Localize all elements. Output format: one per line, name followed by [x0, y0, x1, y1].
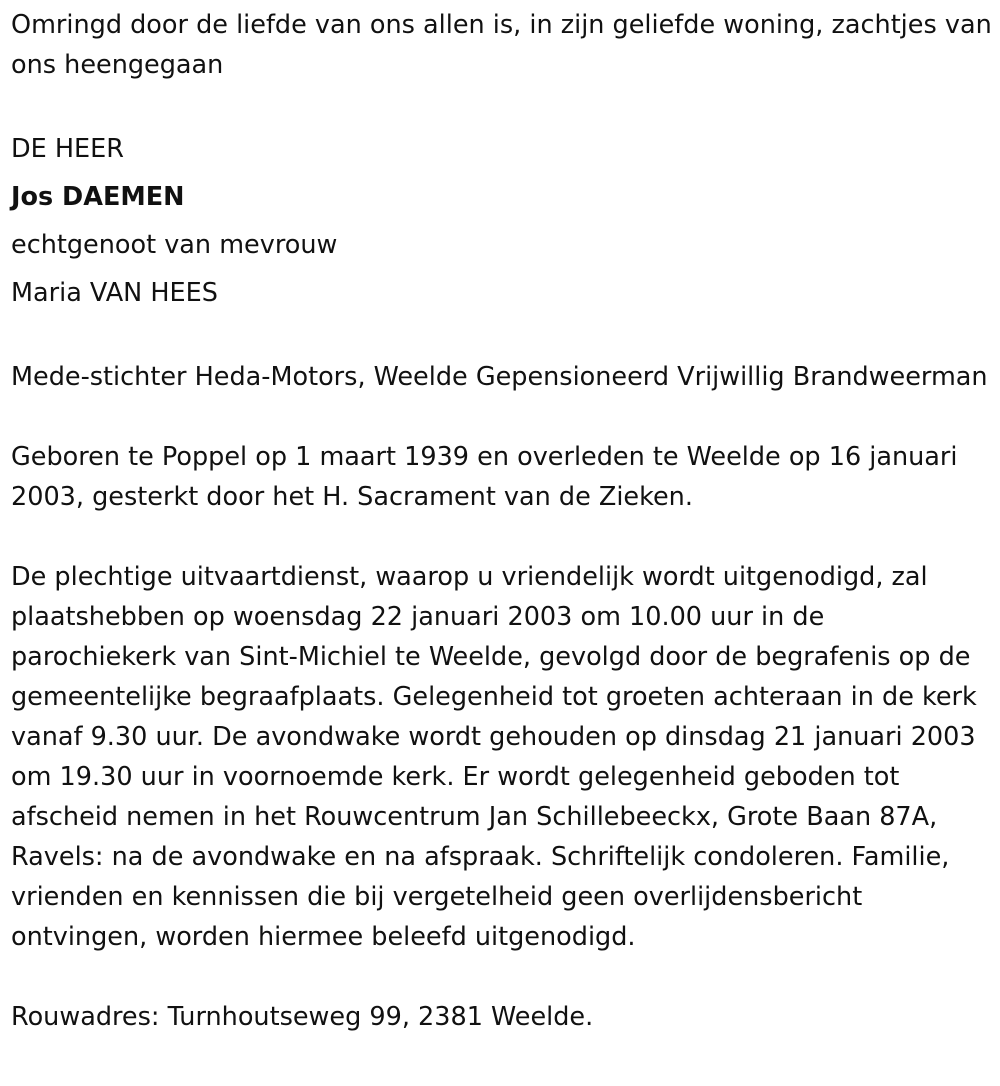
occupation-paragraph: Mede-stichter Heda-Motors, Weelde Gepensioneerd Vrijwillig Brandweerman — [11, 362, 988, 392]
spouse-label: echtgenoot van mevrouw — [11, 230, 338, 260]
address-line: Rouwadres: Turnhoutseweg 99, 2381 Weelde. — [11, 1002, 594, 1032]
spacer — [11, 517, 996, 557]
intro-paragraph: Omringd door de liefde van ons allen is, in zijn geliefde woning, zachtjes van ons heengegaan — [11, 10, 992, 80]
title-line: DE HEER — [11, 134, 124, 164]
obituary-document — [11, 5, 996, 1037]
spacer — [11, 957, 996, 997]
spouse-name: Maria VAN HEES — [11, 278, 218, 308]
spacer — [11, 317, 996, 357]
funeral-paragraph: De plechtige uitvaartdienst, waarop u vriendelijk wordt uitgenodigd, zal plaatshebben op woensdag 22 januari 2003 om 10.00 uur in de parochiekerk van Sint-Michiel te Weelde, gevolgd door de begrafenis op de gemeentelijke begraafplaats. Gelegenheid tot groeten achteraan in de kerk vanaf 9.30 uur. De avondwake wordt gehouden op dinsdag 21 januari 2003 om 19.30 uur in voornoemde kerk. Er wordt gelegenheid geboden tot afscheid nemen in het Rouwcentrum Jan Schillebeeckx, Grote Baan 87A, Ravels: na de avondwake en na afspraak. Schriftelijk condoleren. Familie, vrienden en kennissen die bij vergetelheid geen overlijdensbericht ontvingen, worden hiermee beleefd uitgenodigd. — [11, 562, 977, 952]
spacer — [11, 85, 996, 125]
birth-death-paragraph: Geboren te Poppel op 1 maart 1939 en overleden te Weelde op 16 januari 2003, gesterkt door het H. Sacrament van de Zieken. — [11, 442, 958, 512]
spacer — [11, 397, 996, 437]
deceased-name: Jos DAEMEN — [11, 182, 185, 212]
